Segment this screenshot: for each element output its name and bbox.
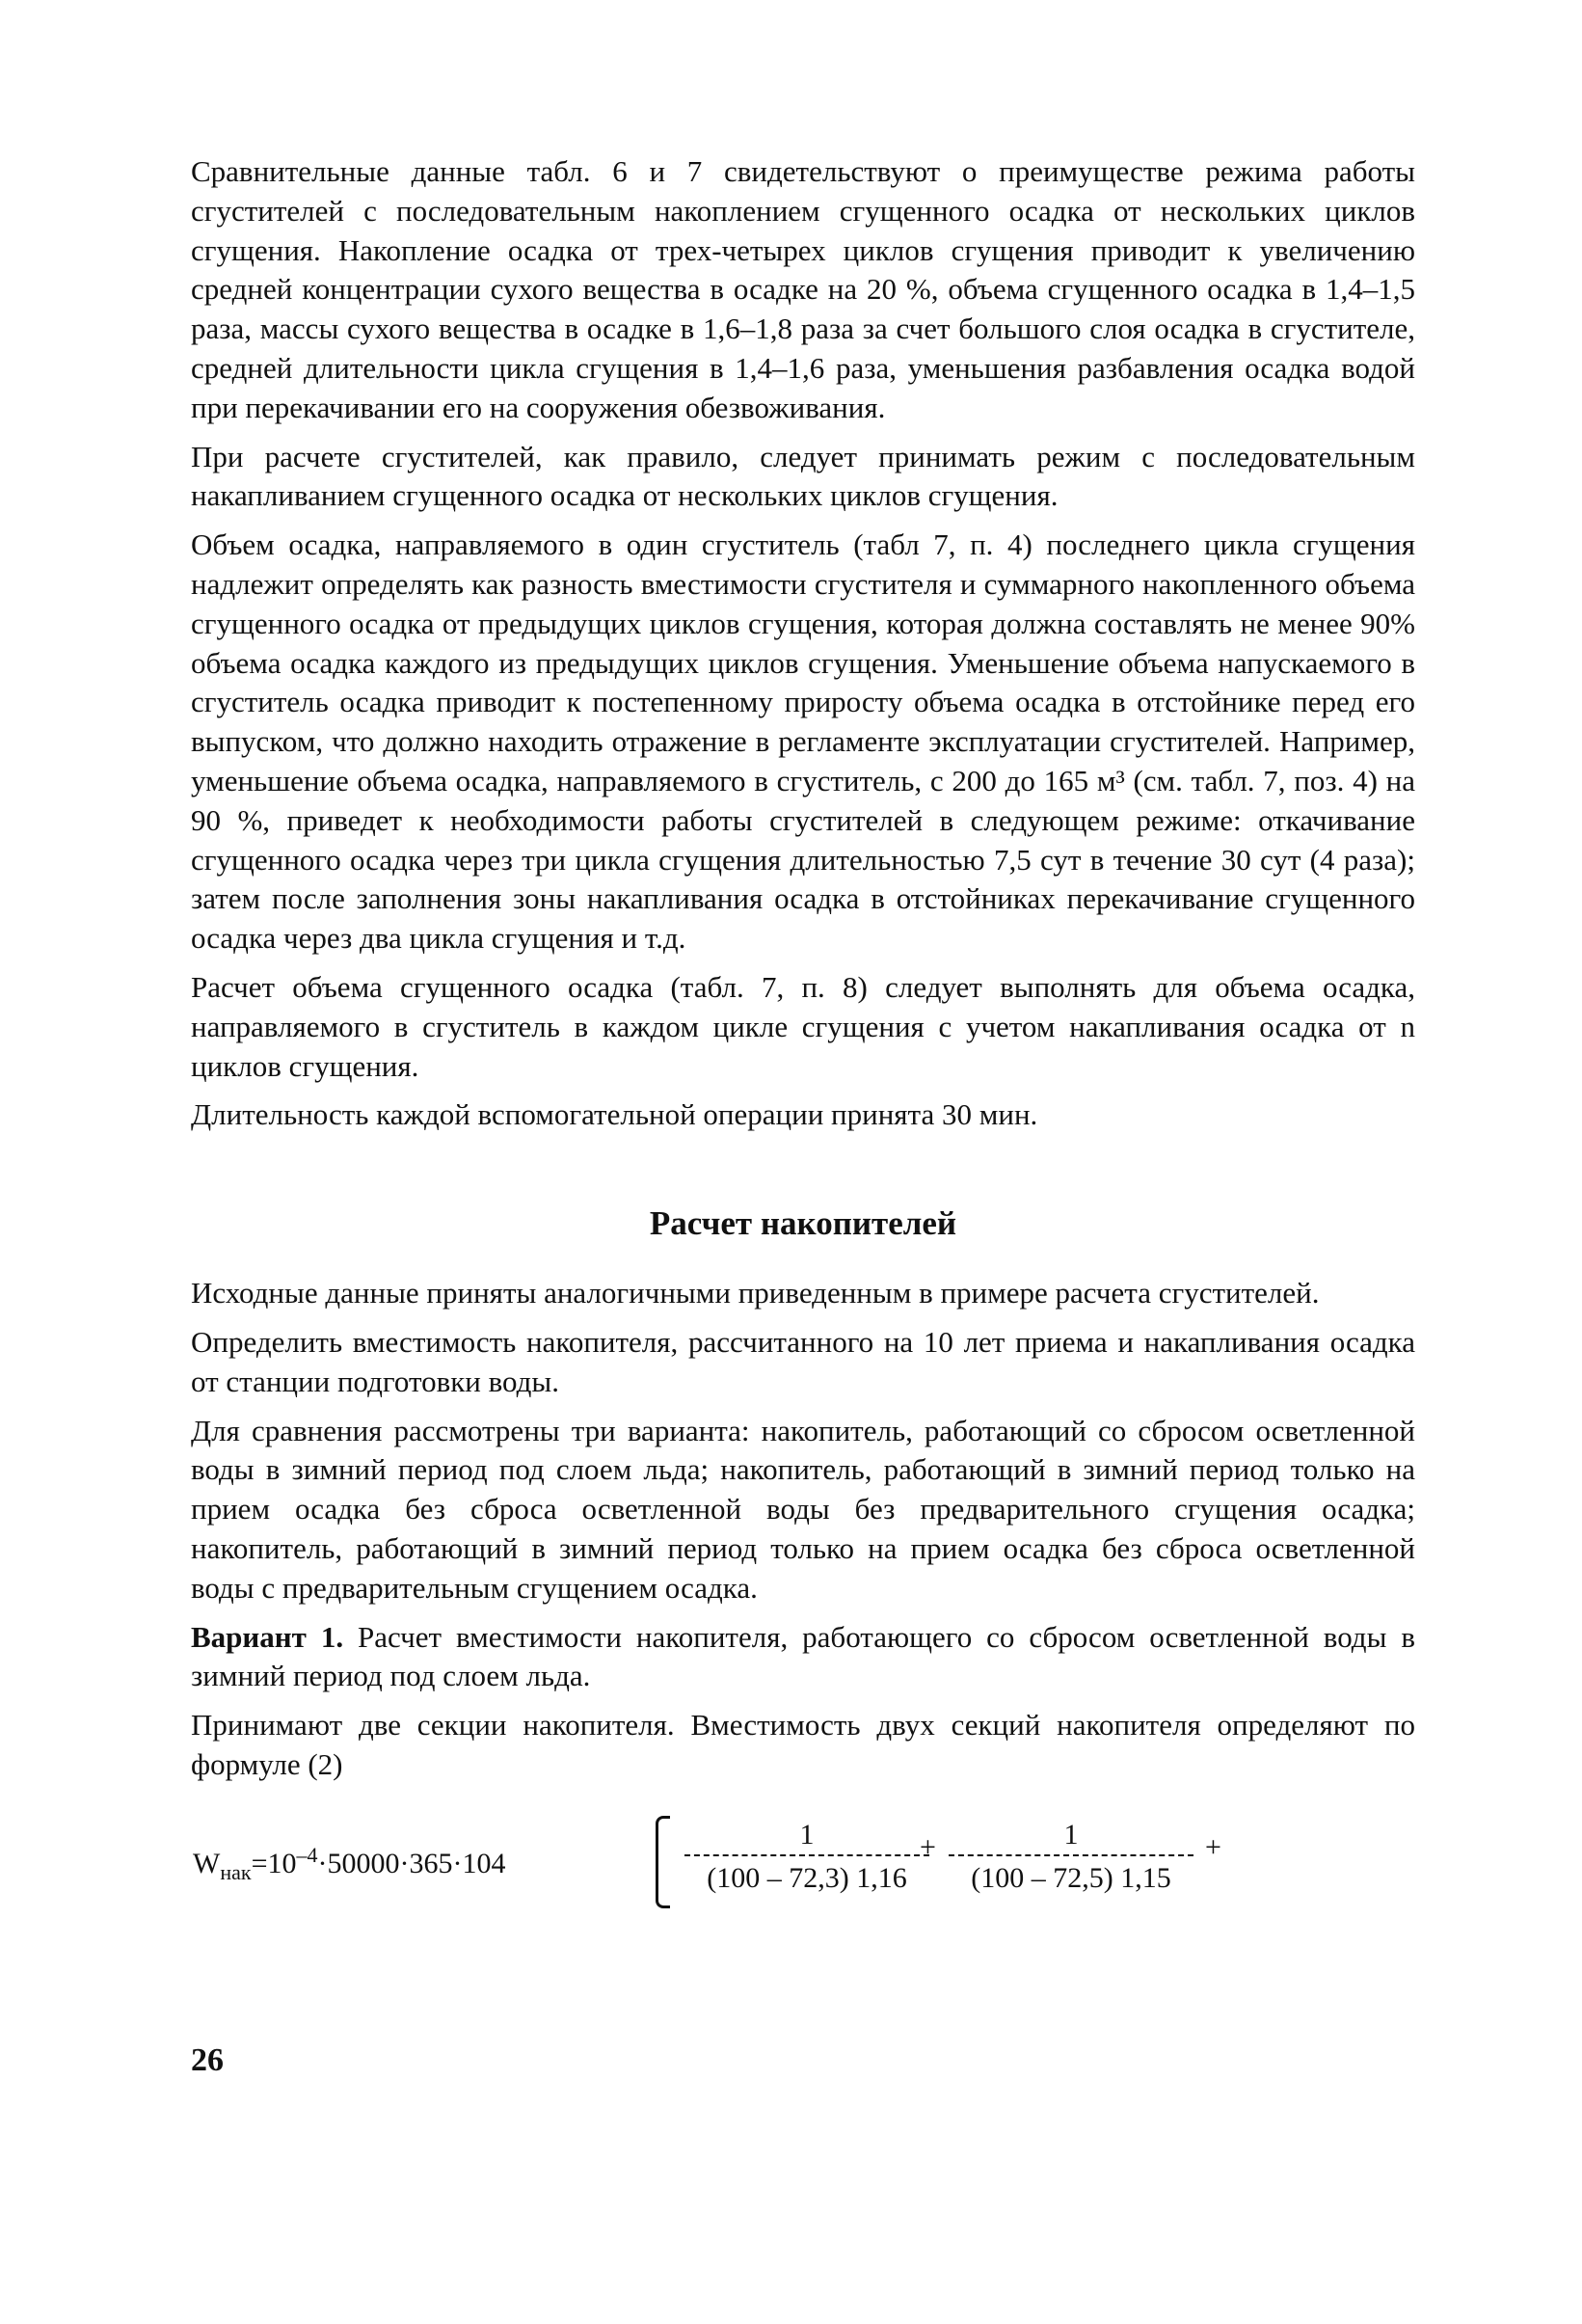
formula-symbol: W <box>193 1847 221 1879</box>
paragraph-determine-capacity: Определить вместимость накопителя, рассчитанного на 10 лет приема и накапливания осадка от станции подготовки воды. <box>191 1324 1415 1398</box>
paragraph-comparison: Сравнительные данные табл. 6 и 7 свидетельствуют о преимуществе режима работы сгустителей с последовательным накоплением сгущенного осадка от нескольких циклов сгущения. Накопление осадка от трех-четырех циклов сгущения приводит к увеличению средней концентрации сухого вещества в осадке на 20 %, объема сгущенного осадка в 1,4–1,5 раза, массы сухого вещества в осадке в 1,6–1,8 раза за счет большого слоя осадка в сгустителе, средней длительности цикла сгущения в 1,4–1,6 раза, уменьшения разбавления осадка водой при перекачивании его на сооружения обезвоживания. <box>191 154 1415 424</box>
paragraph-calculation-mode: При расчете сгустителей, как правило, следует принимать режим с последовательным накапливанием сгущенного осадка от нескольких циклов сгущения. <box>191 439 1415 513</box>
page-number: 26 <box>191 2042 224 2078</box>
fraction-1-denominator: (100 – 72,3) 1,16 <box>707 1861 907 1894</box>
paragraph-formula-intro: Принимают две секции накопителя. Вместимость двух секций накопителя определяют по формуле (2) <box>191 1708 1415 1781</box>
formula-lhs <box>193 1843 505 1885</box>
paragraph-three-variants: Для сравнения рассмотрены три варианта: накопитель, работающий со сбросом осветленной воды в зимний период под слоем льда; накопитель, работающий в зимний период только на прием осадка без сброса осветленной воды без предварительного сгущения осадка; накопитель, работающий в зимний период только на прием осадка без сброса осветленной воды с предварительным сгущением осадка. <box>191 1413 1415 1605</box>
paragraph-auxiliary-duration: Длительность каждой вспомогательной операции принята 30 мин. <box>191 1097 1038 1132</box>
formula-rest: ·50000·365·104 <box>317 1847 506 1879</box>
fraction-2-denominator: (100 – 72,5) 1,15 <box>971 1861 1171 1894</box>
paragraph-sediment-volume: Объем осадка, направляемого в один сгуститель (табл 7, п. 4) последнего цикла сгущения надлежит определять как разность вместимости сгустителя и суммарного накопленного объема сгущенного осадка от предыдущих циклов сгущения, которая должна составлять не менее 90% объема осадка каждого из предыдущих циклов сгущения. Уменьшение объема напускаемого в сгуститель осадка приводит к постепенному приросту объема осадка в отстойнике перед его выпуском, что должно находить отражение в регламенте эксплуатации сгустителей. Например, уменьшение объема осадка, направляемого в сгуститель, с 200 до 165 м³ (см. табл. 7, поз. 4) на 90 %, приведет к необходимости работы сгустителей в следующем режиме: откачивание сгущенного осадка через три цикла сгущения длительностью 7,5 сут в течение 30 сут (4 раза); затем после заполнения зоны накапливания осадка в отстойниках перекачивание сгущенного осадка через два цикла сгущения и т.д. <box>191 527 1415 956</box>
variant-label: Вариант 1. <box>191 1619 344 1654</box>
paragraph-initial-data: Исходные данные приняты аналогичными приведенным в примере расчета сгустителей. <box>191 1276 1320 1311</box>
section-heading: Расчет накопителей <box>649 1204 957 1243</box>
fraction-2-numerator: 1 <box>1063 1818 1079 1851</box>
formula-exponent: –4 <box>296 1842 318 1867</box>
variant-text: Расчет вместимости накопителя, работающего со сбросом осветленной воды в зимний период под слоем льда. <box>191 1619 1415 1693</box>
formula-plus-2: + <box>1205 1830 1221 1863</box>
formula-subscript: нак <box>220 1859 252 1884</box>
formula-plus-1: + <box>920 1830 936 1863</box>
formula-fraction-1 <box>681 1816 933 1897</box>
formula-bracket <box>656 1816 670 1908</box>
formula-capacity <box>191 1816 1415 1922</box>
page-body <box>191 152 1415 1922</box>
formula-fraction-2 <box>945 1816 1197 1897</box>
paragraph-thickened-volume: Расчет объема сгущенного осадка (табл. 7, п. 8) следует выполнять для объема осадка, направляемого в сгуститель в каждом цикле сгущения с учетом накапливания осадка от n циклов сгущения. <box>191 969 1415 1083</box>
fraction-1-numerator: 1 <box>799 1818 815 1851</box>
formula-prefix: =10 <box>251 1847 297 1879</box>
paragraph-variant-1 <box>191 1618 1415 1697</box>
